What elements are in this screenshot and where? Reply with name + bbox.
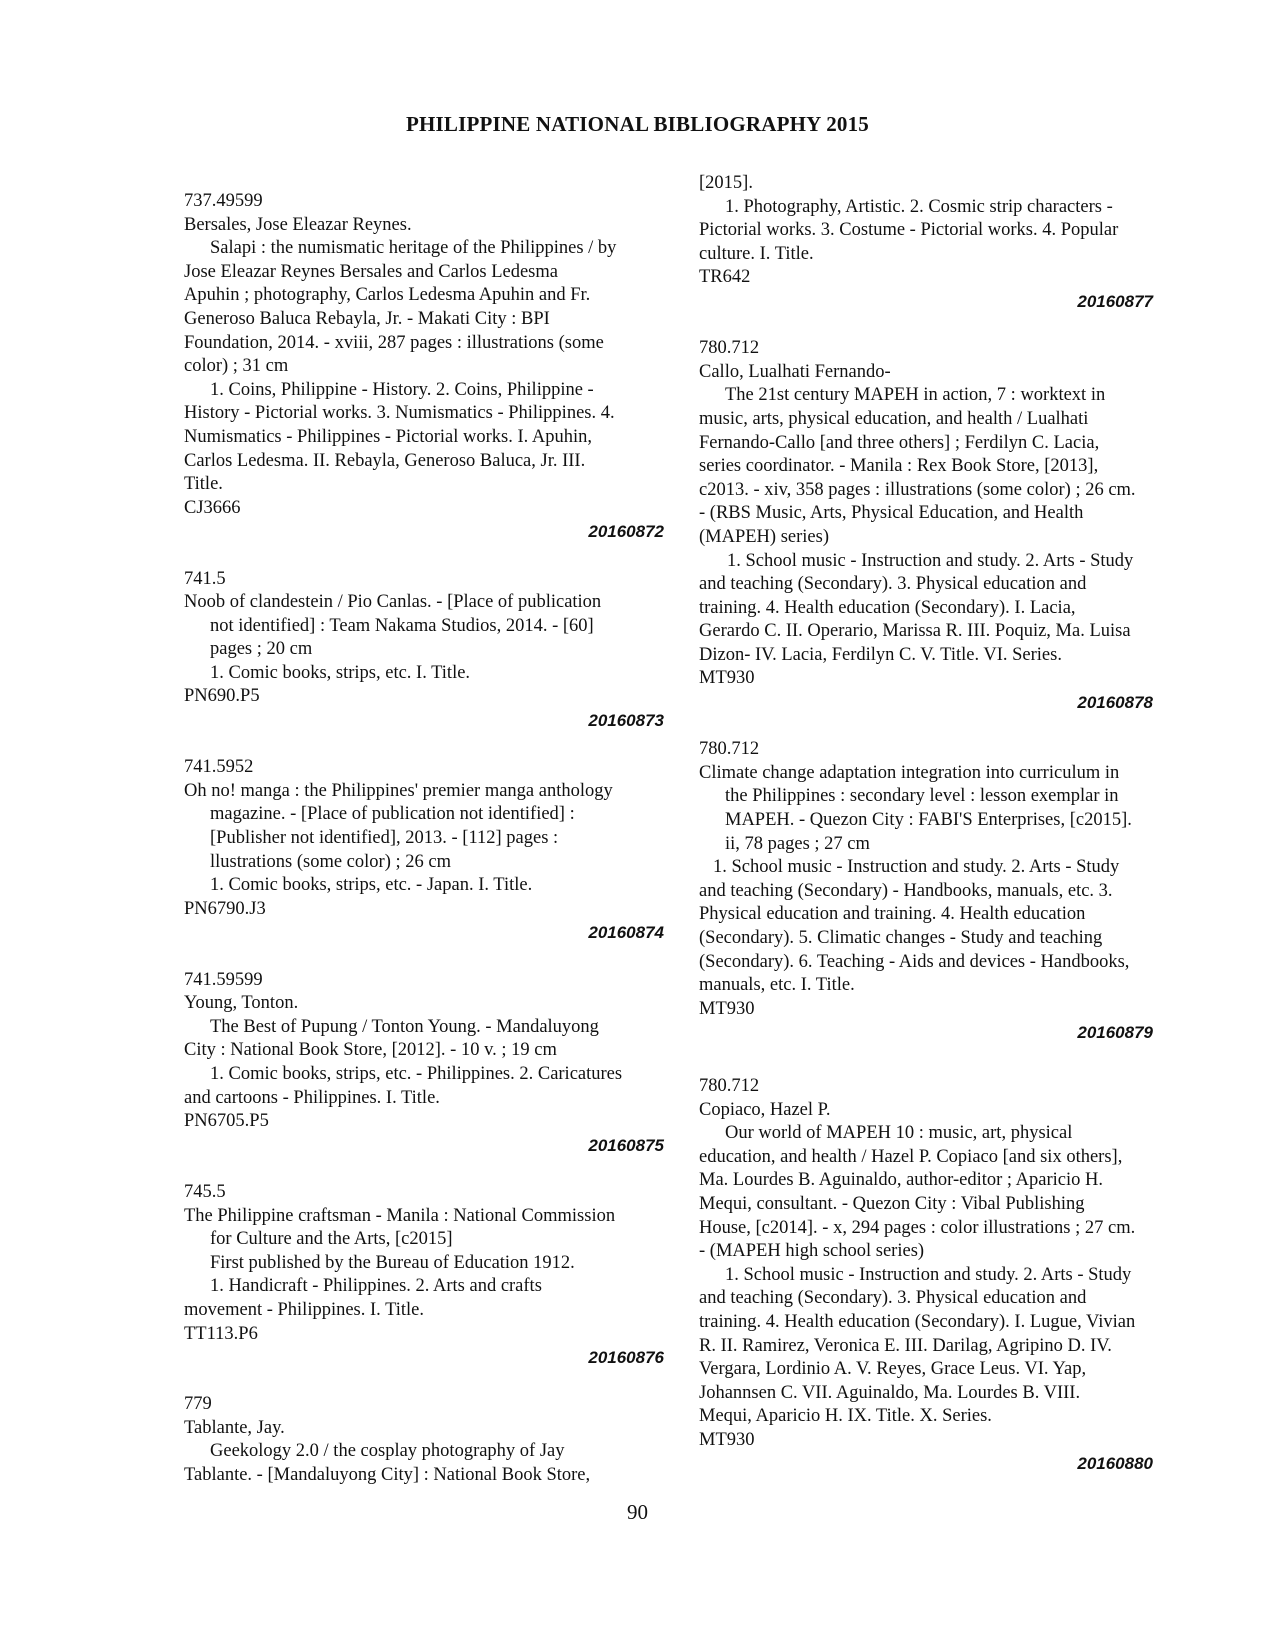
call-number: 741.5: [184, 568, 226, 589]
entry-text-line: education, and health / Hazel P. Copiaco [and six others],: [699, 1146, 1123, 1167]
entry-text-line: - (RBS Music, Arts, Physical Education, and Health: [699, 503, 1084, 524]
lc-classification: PN6790.J3: [184, 898, 266, 919]
call-number: 779: [184, 1394, 212, 1415]
main-entry: Tablante, Jay.: [184, 1417, 285, 1438]
left-column: [184, 172, 668, 1488]
subject-headings: 1. School music - Instruction and study. 2. Arts - Study: [727, 550, 1134, 571]
bibliographic-entry: [699, 1075, 1189, 1476]
control-number: 20160873: [588, 711, 664, 731]
call-number: 780.712: [699, 1075, 760, 1096]
entry-text-line: not identified] : Team Nakama Studios, 2014. - [60]: [210, 615, 594, 636]
entry-text-line: Johannsen C. VII. Aguinaldo, Ma. Lourdes B. VIII.: [699, 1382, 1081, 1403]
control-number: 20160879: [1077, 1023, 1153, 1043]
entry-text-line: Mequi, Aparicio H. IX. Title. X. Series.: [699, 1406, 992, 1427]
entry-text-line: Mequi, consultant. - Quezon City : Vibal Publishing: [699, 1193, 1085, 1214]
entry-text-line: Numismatics - Philippines - Pictorial works. I. Apuhin,: [184, 426, 593, 447]
entry-text-line: Apuhin ; photography, Carlos Ledesma Apuhin and Fr.: [184, 285, 591, 306]
entry-text-line: (Secondary). 6. Teaching - Aids and devices - Handbooks,: [699, 951, 1130, 972]
title-statement: The 21st century MAPEH in action, 7 : worktext in: [725, 385, 1106, 406]
control-number: 20160878: [1077, 693, 1153, 713]
entry-text-line: series coordinator. - Manila : Rex Book Store, [2013],: [699, 456, 1099, 477]
title-statement: Climate change adaptation integration into curriculum in: [699, 762, 1120, 783]
entry-text-line: Ma. Lourdes B. Aguinaldo, author-editor ; Aparicio H.: [699, 1170, 1103, 1191]
entry-text-line: manuals, etc. I. Title.: [699, 975, 855, 996]
entry-text-line: (MAPEH) series): [699, 526, 829, 547]
entry-text-line: and teaching (Secondary). 3. Physical education and: [699, 1288, 1087, 1309]
title-statement: Our world of MAPEH 10 : music, art, physical: [725, 1123, 1073, 1144]
entry-text-line: movement - Philippines. I. Title.: [184, 1299, 424, 1320]
entry-text-line: Dizon- IV. Lacia, Ferdilyn C. V. Title. VI. Series.: [699, 644, 1062, 665]
subject-headings: 1. School music - Instruction and study. 2. Arts - Study: [713, 857, 1120, 878]
bibliographic-entry: [699, 337, 1189, 715]
entry-text-line: llustrations (some color) ; 26 cm: [210, 851, 451, 872]
entry-text-line: and cartoons - Philippines. I. Title.: [184, 1087, 440, 1108]
bibliographic-entry-continued: [699, 172, 1189, 314]
entry-text-line: Vergara, Lordinio A. V. Reyes, Grace Leus. VI. Yap,: [699, 1359, 1087, 1380]
bibliographic-entry: [184, 190, 668, 544]
entry-text-line: and teaching (Secondary). 3. Physical education and: [699, 574, 1087, 595]
entry-text-line: Physical education and training. 4. Health education: [699, 904, 1086, 925]
call-number: 780.712: [699, 338, 760, 359]
title-statement: The Philippine craftsman - Manila : National Commission: [184, 1205, 616, 1226]
control-number: 20160876: [588, 1348, 664, 1368]
call-number: 745.5: [184, 1181, 226, 1202]
subject-headings: 1. Photography, Artistic. 2. Cosmic strip characters -: [725, 196, 1113, 217]
entry-text-line: ii, 78 pages ; 27 cm: [725, 833, 870, 854]
entry-text-line: R. II. Ramirez, Veronica E. III. Darilag, Agripino D. IV.: [699, 1335, 1112, 1356]
subject-headings: 1. Comic books, strips, etc. - Philippines. 2. Caricatures: [210, 1063, 623, 1084]
lc-classification: PN6705.P5: [184, 1111, 269, 1132]
title-statement: The Best of Pupung / Tonton Young. - Mandaluyong: [210, 1016, 599, 1037]
lc-classification: TT113.P6: [184, 1323, 258, 1344]
bibliographic-entry: [699, 738, 1189, 1045]
main-entry: Young, Tonton.: [184, 993, 299, 1014]
lc-classification: MT930: [699, 998, 755, 1019]
main-entry: Copiaco, Hazel P.: [699, 1099, 831, 1120]
entry-text-line: History - Pictorial works. 3. Numismatics - Philippines. 4.: [184, 403, 615, 424]
subject-headings: 1. School music - Instruction and study. 2. Arts - Study: [725, 1264, 1132, 1285]
right-column: [699, 172, 1189, 1476]
title-statement: Salapi : the numismatic heritage of the Philippines / by: [210, 238, 617, 259]
call-number: 780.712: [699, 739, 760, 760]
control-number: 20160875: [588, 1135, 664, 1155]
entry-text-line: training. 4. Health education (Secondary). I. Lugue, Vivian: [699, 1311, 1136, 1332]
entry-text-line: magazine. - [Place of publication not identified] :: [210, 804, 575, 825]
bibliographic-entry: [184, 1181, 668, 1370]
entry-text-line: [Publisher not identified], 2013. - [112] pages :: [210, 828, 559, 849]
lc-classification: MT930: [699, 1429, 755, 1450]
entry-text-line: the Philippines : secondary level : lesson exemplar in: [725, 786, 1119, 807]
entry-text-line: Foundation, 2014. - xviii, 287 pages : illustrations (some: [184, 332, 604, 353]
entry-text-line: - (MAPEH high school series): [699, 1241, 925, 1262]
page-number: 90: [627, 1500, 648, 1524]
main-entry: Callo, Lualhati Fernando-: [699, 361, 891, 382]
entry-text-line: pages ; 20 cm: [210, 639, 313, 660]
entry-text-line: Tablante. - [Mandaluyong City] : National Book Store,: [184, 1465, 591, 1486]
control-number: 20160877: [1077, 291, 1153, 311]
lc-classification: PN690.P5: [184, 686, 260, 707]
title-statement: Geekology 2.0 / the cosplay photography of Jay: [210, 1441, 565, 1462]
entry-text-line: Gerardo C. II. Operario, Marissa R. III. Poquiz, Ma. Luisa: [699, 621, 1131, 642]
call-number: 741.59599: [184, 969, 263, 990]
entry-text-line: training. 4. Health education (Secondary). I. Lacia,: [699, 597, 1076, 618]
entry-text-line: color) ; 31 cm: [184, 356, 289, 377]
entry-text-line: [2015].: [699, 173, 753, 193]
subject-headings: 1. Comic books, strips, etc. I. Title.: [210, 662, 471, 683]
title-statement: Noob of clandestein / Pio Canlas. - [Place of publication: [184, 592, 602, 613]
entry-text-line: Pictorial works. 3. Costume - Pictorial works. 4. Popular: [699, 220, 1119, 241]
control-number: 20160880: [1077, 1454, 1153, 1474]
bibliographic-entry: [184, 756, 668, 945]
entry-text-line: House, [c2014]. - x, 294 pages : color illustrations ; 27 cm.: [699, 1217, 1136, 1238]
control-number: 20160874: [588, 923, 664, 943]
entry-text-line: for Culture and the Arts, [c2015]: [210, 1229, 453, 1250]
entry-text-line: Generoso Baluca Rebayla, Jr. - Makati City : BPI: [184, 308, 550, 329]
entry-text-line: culture. I. Title.: [699, 243, 814, 264]
bibliographic-entry: [184, 568, 668, 733]
page-title: PHILIPPINE NATIONAL BIBLIOGRAPHY 2015: [405, 112, 870, 136]
bibliographic-entry: [184, 969, 668, 1158]
subject-headings: 1. Comic books, strips, etc. - Japan. I. Title.: [210, 875, 533, 896]
entry-text-line: c2013. - xiv, 358 pages : illustrations (some color) ; 26 cm.: [699, 479, 1136, 500]
bibliographic-entry: [184, 1393, 668, 1487]
entry-text-line: City : National Book Store, [2012]. - 10 v. ; 19 cm: [184, 1040, 557, 1061]
entry-text-line: Title.: [184, 474, 223, 495]
subject-headings: 1. Handicraft - Philippines. 2. Arts and crafts: [210, 1276, 542, 1297]
entry-text-line: Jose Eleazar Reynes Bersales and Carlos Ledesma: [184, 261, 558, 282]
lc-classification: CJ3666: [184, 497, 241, 518]
main-entry: Bersales, Jose Eleazar Reynes.: [184, 214, 412, 235]
lc-classification: MT930: [699, 668, 755, 689]
title-statement: Oh no! manga : the Philippines' premier manga anthology: [184, 780, 613, 801]
call-number: 741.5952: [184, 757, 254, 778]
entry-text-line: Fernando-Callo [and three others] ; Ferdilyn C. Lacia,: [699, 432, 1100, 453]
entry-text-line: music, arts, physical education, and health / Lualhati: [699, 408, 1089, 429]
note-line: First published by the Bureau of Education 1912.: [210, 1252, 575, 1273]
call-number: 737.49599: [184, 191, 263, 211]
subject-headings: 1. Coins, Philippine - History. 2. Coins, Philippine -: [210, 379, 594, 400]
lc-classification: TR642: [699, 267, 751, 288]
control-number: 20160872: [588, 522, 664, 542]
entry-text-line: Carlos Ledesma. II. Rebayla, Generoso Baluca, Jr. III.: [184, 450, 586, 471]
entry-text-line: and teaching (Secondary) - Handbooks, manuals, etc. 3.: [699, 880, 1113, 901]
entry-text-line: (Secondary). 5. Climatic changes - Study and teaching: [699, 928, 1103, 948]
entry-text-line: MAPEH. - Quezon City : FABI'S Enterprises, [c2015].: [725, 810, 1132, 831]
